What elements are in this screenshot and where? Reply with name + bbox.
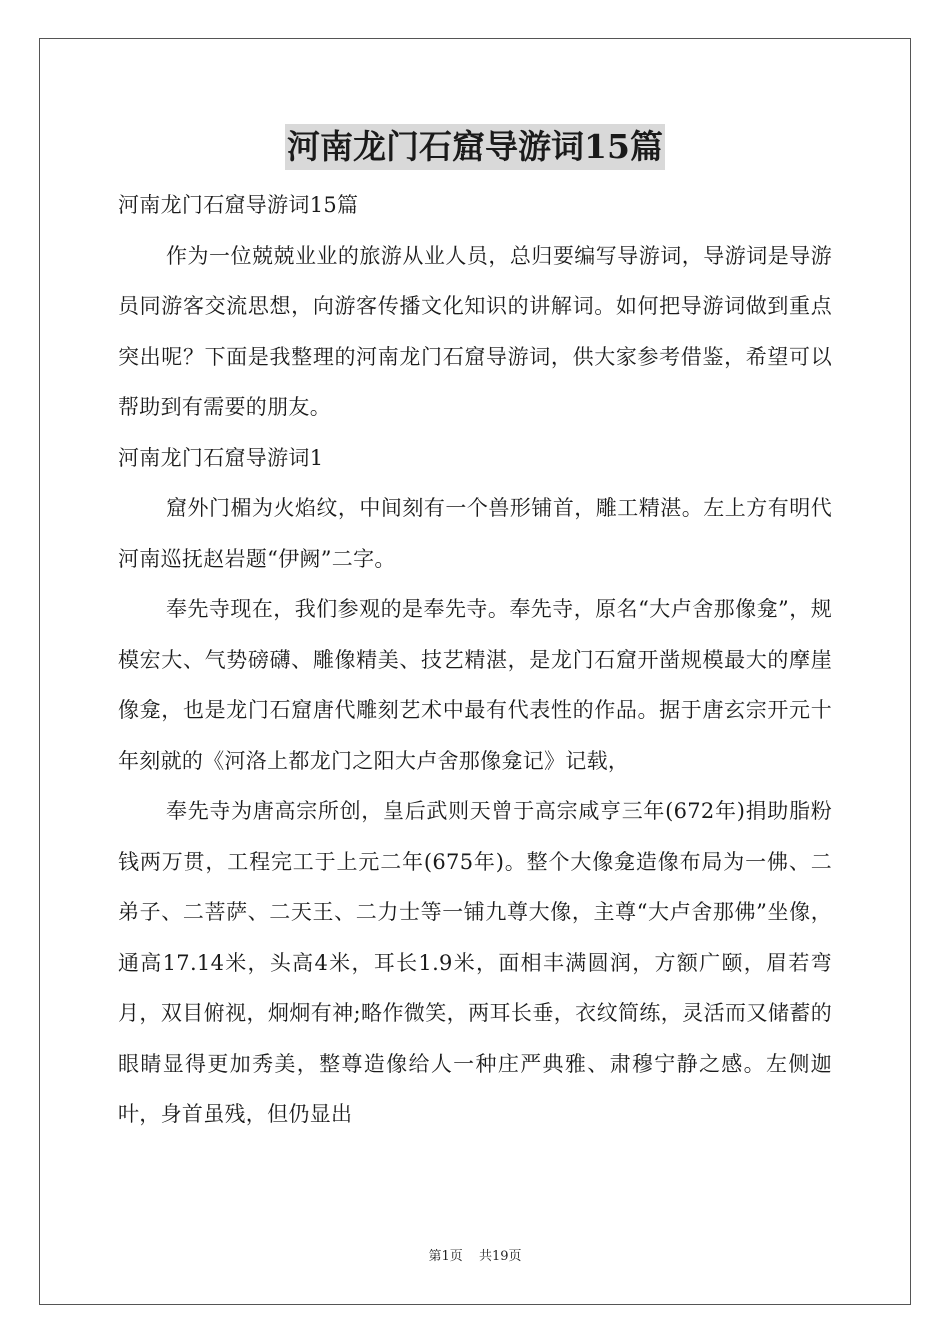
paragraph: 奉先寺为唐高宗所创，皇后武则天曾于高宗咸亨三年(672年)捐助脂粉钱两万贯，工程完工于上元二年(675年)。整个大像龛造像布局为一佛、二弟子、二菩萨、二天王、二力士等一铺九尊大像，主尊“大卢舍那佛”坐像，通高17.14米，头高4米，耳长1.9米，面相丰满圆润，方额广颐，眉若弯月，双目俯视，炯炯有神;略作微笑，两耳长垂，衣纹简练，灵活而又储蓄的眼睛显得更加秀美，整尊造像给人一种庄严典雅、肃穆宁静之感。左侧迦叶，身首虽残，但仍显出 <box>118 799 832 1126</box>
document-body <box>118 180 832 1140</box>
paragraph: 作为一位兢兢业业的旅游从业人员，总归要编写导游词，导游词是导游员同游客交流思想，向游客传播文化知识的讲解词。如何把导游词做到重点突出呢？下面是我整理的河南龙门石窟导游词，供大家参考借鉴，希望可以帮助到有需要的朋友。 <box>118 243 832 419</box>
paragraph: 窟外门楣为火焰纹，中间刻有一个兽形铺首，雕工精湛。左上方有明代河南巡抚赵岩题“伊阙”二字。 <box>118 496 832 571</box>
paragraph: 河南龙门石窟导游词15篇 <box>118 193 359 217</box>
document-title <box>0 124 950 172</box>
section-heading: 河南龙门石窟导游词1 <box>118 445 324 470</box>
document-title-text: 河南龙门石窟导游词15篇 <box>285 124 665 170</box>
page-number-current: 第1页 <box>428 1249 463 1264</box>
page-number-total: 共19页 <box>478 1249 522 1264</box>
page-footer <box>0 1245 950 1264</box>
paragraph: 奉先寺现在，我们参观的是奉先寺。奉先寺，原名“大卢舍那像龛”，规模宏大、气势磅礴、雕像精美、技艺精湛，是龙门石窟开凿规模最大的摩崖像龛，也是龙门石窟唐代雕刻艺术中最有代表性的作品。据于唐玄宗开元十年刻就的《河洛上都龙门之阳大卢舍那像龛记》记载， <box>118 597 832 773</box>
